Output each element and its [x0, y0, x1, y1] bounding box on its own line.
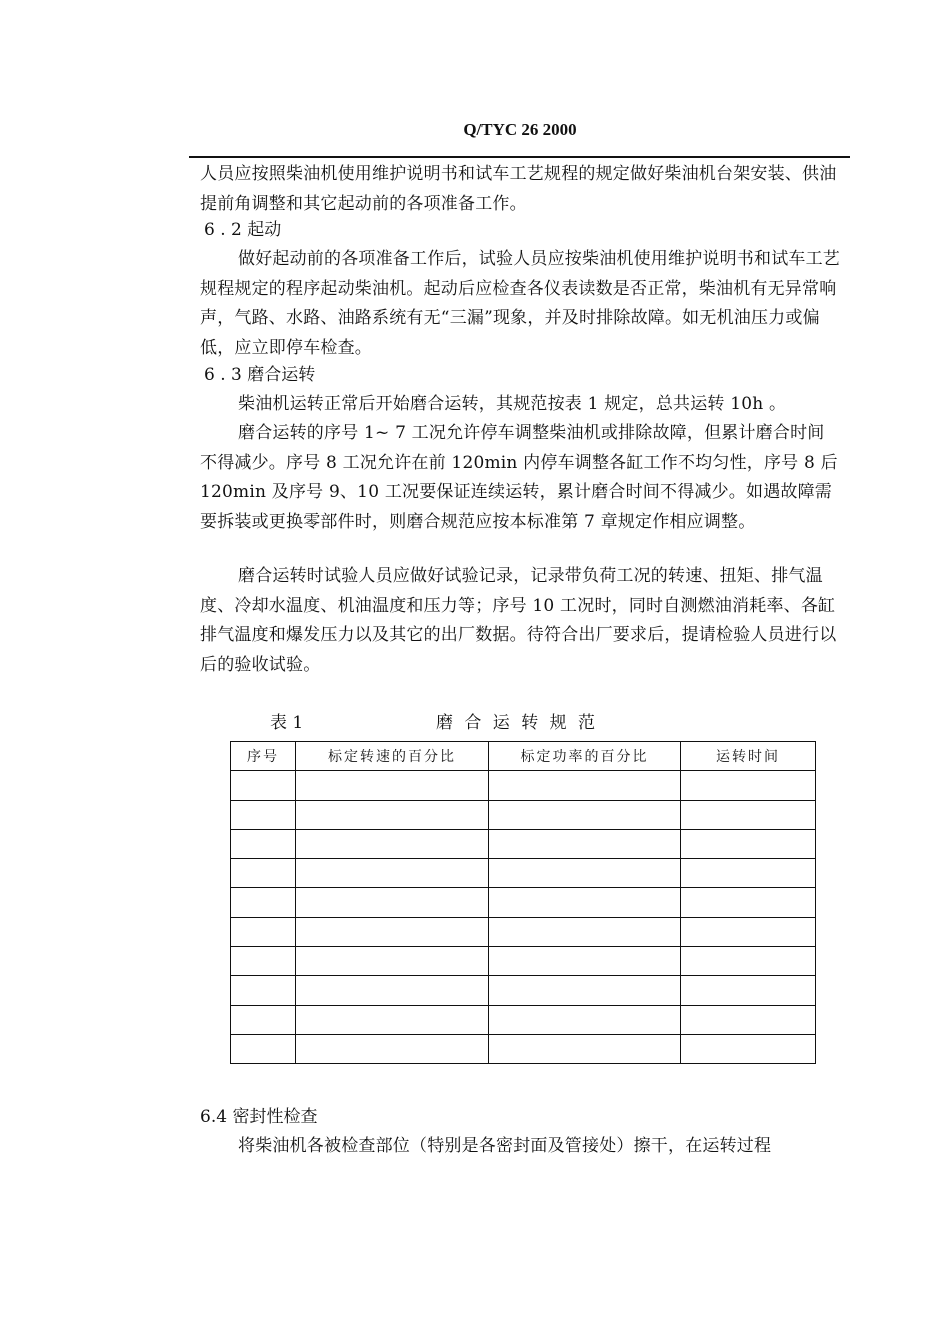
- heading-6-2: 6 . 2 起动: [204, 220, 282, 240]
- table-row: [231, 976, 816, 1005]
- header-rule: [189, 156, 850, 158]
- table-label: 表 1: [270, 713, 304, 733]
- table-title: 磨 合 运 转 规 范: [436, 713, 599, 733]
- table-row: [231, 800, 816, 829]
- col-header-speed-pct: 标定转速的百分比: [296, 742, 489, 771]
- table-header-row: [231, 742, 816, 771]
- paragraph-6-1-continued: 人员应按照柴油机使用维护说明书和试车工艺规程的规定做好柴油机台架安装、供油提前角调整和其它起动前的各项准备工作。: [200, 164, 837, 214]
- table-row: [231, 917, 816, 946]
- paragraph-6-3-c: 磨合运转时试验人员应做好试验记录，记录带负荷工况的转速、扭矩、排气温度、冷却水温度、机油温度和压力等；序号 10 工况时，同时自测燃油消耗率、各缸排气温度和爆发压力以及其它的出厂数据。待符合出厂要求后，提请检验人员进行以后的验收试验。: [200, 566, 837, 675]
- table-row: [231, 1034, 816, 1063]
- col-header-power-pct: 标定功率的百分比: [489, 742, 681, 771]
- table-row: [231, 947, 816, 976]
- table-row: [231, 771, 816, 800]
- paragraph-6-3-b: 磨合运转的序号 1~ 7 工况允许停车调整柴油机或排除故障，但累计磨合时间不得减少。序号 8 工况允许在前 120min 内停车调整各缸工作不均匀性，序号 8 后 120min 及序号 9、10 工况要保证连续运转，累计磨合时间不得减少。如遇故障需要拆装或更换零部件时，则磨合规范应按本标准第 7 章规定作相应调整。: [200, 423, 838, 532]
- paragraph-6-4: 将柴油机各被检查部位（特别是各密封面及管接处）擦干，在运转过程: [238, 1136, 772, 1156]
- col-header-run-time: 运转时间: [681, 742, 816, 771]
- table-row: [231, 829, 816, 858]
- table-row: [231, 859, 816, 888]
- table-row: [231, 888, 816, 917]
- standard-code-header: Q/TYC 26 2000: [463, 120, 577, 139]
- table-row: [231, 1005, 816, 1034]
- heading-6-3: 6 . 3 磨合运转: [204, 365, 316, 385]
- heading-6-4: 6.4 密封性检查: [200, 1107, 318, 1127]
- col-header-seq: 序号: [231, 742, 296, 771]
- run-in-spec-table: [230, 741, 816, 1064]
- paragraph-6-3-a: 柴油机运转正常后开始磨合运转，其规范按表 1 规定，总共运转 10h 。: [238, 394, 787, 414]
- paragraph-6-2: 做好起动前的各项准备工作后，试验人员应按柴油机使用维护说明书和试车工艺规程规定的程序起动柴油机。起动后应检查各仪表读数是否正常，柴油机有无异常响声，气路、水路、油路系统有无“三漏”现象，并及时排除故障。如无机油压力或偏低，应立即停车检查。: [200, 249, 840, 358]
